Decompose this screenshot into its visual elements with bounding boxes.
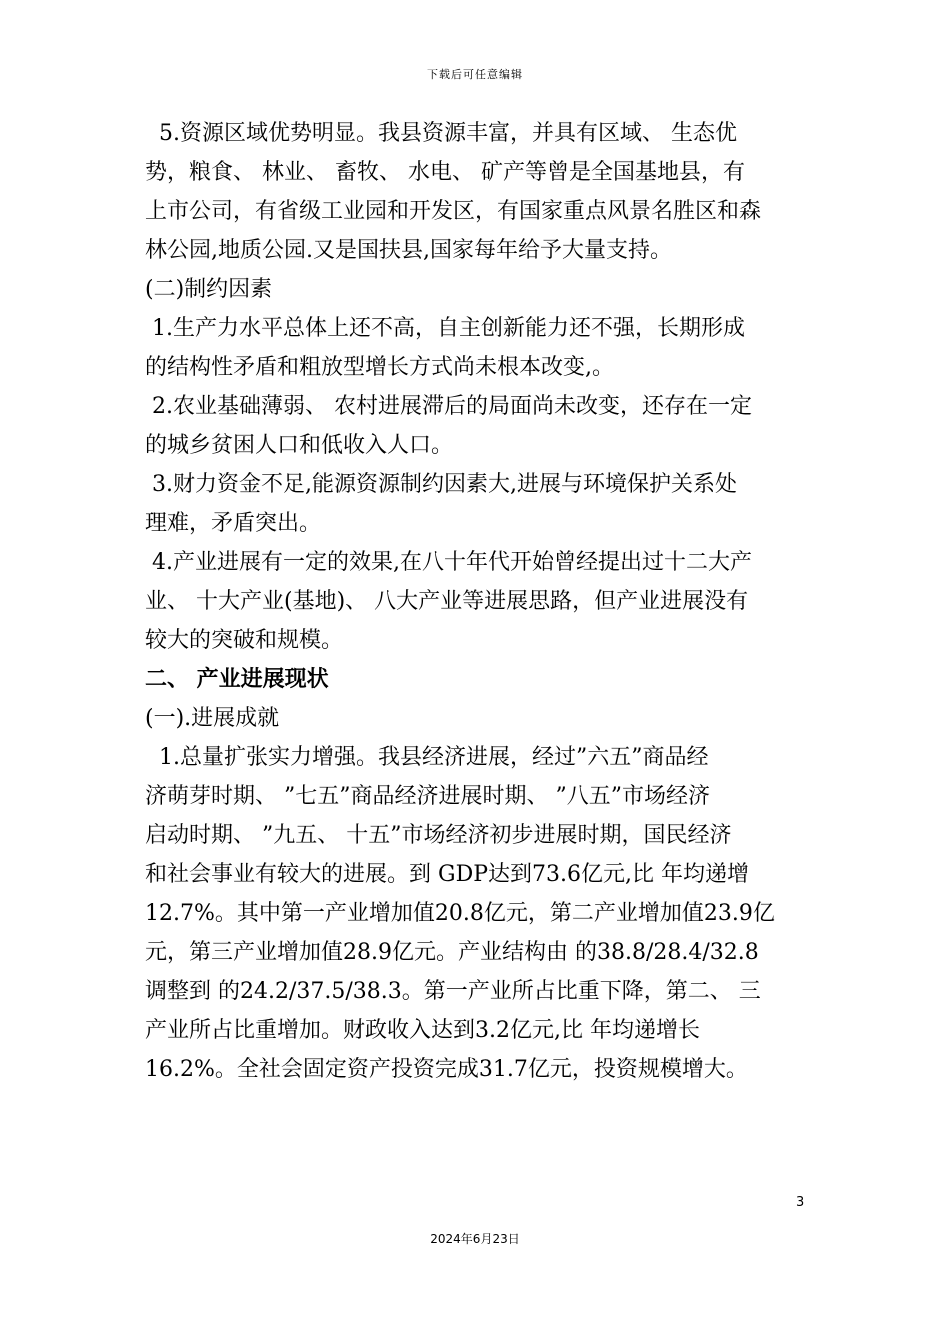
page-number: 3 [796,1195,805,1210]
paragraph-line: 1.总量扩张实力增强。我县经济进展，经过”六五”商品经 [145,745,709,770]
paragraph-line: 的城乡贫困人口和低收入人口。 [145,433,454,458]
paragraph-line: 16.2%。全社会固定资产投资完成31.7亿元，投资规模增大。 [145,1057,748,1082]
paragraph-line: 的结构性矛盾和粗放型增长方式尚未根本改变,。 [145,355,614,380]
paragraph-line: 调整到 的24.2/37.5/38.3。第一产业所占比重下降，第二、 三 [145,979,761,1004]
paragraph-line: 上市公司，有省级工业园和开发区，有国家重点风景名胜区和森 [145,199,762,224]
paragraph-line: 产业所占比重增加。财政收入达到3.2亿元,比 年均递增长 [145,1018,700,1043]
paragraph-line: 理难，矛盾突出。 [145,511,322,536]
paragraph-line: 济萌芽时期、 ”七五”商品经济进展时期、 ”八五”市场经济 [145,784,710,809]
paragraph-line: 启动时期、 ”九五、 十五”市场经济初步进展时期，国民经济 [145,823,732,848]
paragraph-line: 2.农业基础薄弱、 农村进展滞后的局面尚未改变，还存在一定 [145,394,752,419]
paragraph-line: 元，第三产业增加值28.9亿元。产业结构由 的38.8/28.4/32.8 [145,940,759,965]
paragraph-line: 1.生产力水平总体上还不高，自主创新能力还不强，长期形成 [145,316,745,341]
paragraph-line: 5.资源区域优势明显。我县资源丰富，并具有区域、 生态优 [145,121,737,146]
paragraph-line: 林公园,地质公园.又是国扶县,国家每年给予大量支持。 [145,238,672,263]
section-subheading: (一).进展成就 [145,706,280,731]
paragraph-line: 12.7%。其中第一产业增加值20.8亿元，第二产业增加值23.9亿 [145,901,775,926]
paragraph-line: 较大的突破和规模。 [145,628,344,653]
paragraph-line: 3.财力资金不足,能源资源制约因素大,进展与环境保护关系处 [145,472,737,497]
document-body [145,114,810,1089]
section-subheading: (二)制约因素 [145,277,273,302]
paragraph-line: 业、 十大产业(基地)、 八大产业等进展思路，但产业进展没有 [145,589,749,614]
section-heading: 二、 产业进展现状 [145,667,329,692]
paragraph-line: 势，粮食、 林业、 畜牧、 水电、 矿产等曾是全国基地县，有 [145,160,745,185]
page-header: 下载后可任意编辑 [427,68,523,81]
paragraph-line: 和社会事业有较大的进展。到 GDP达到73.6亿元,比 年均递增 [145,862,749,887]
page-footer-date: 2024年6月23日 [430,1232,520,1246]
paragraph-line: 4.产业进展有一定的效果,在八十年代开始曾经提出过十二大产 [145,550,752,575]
